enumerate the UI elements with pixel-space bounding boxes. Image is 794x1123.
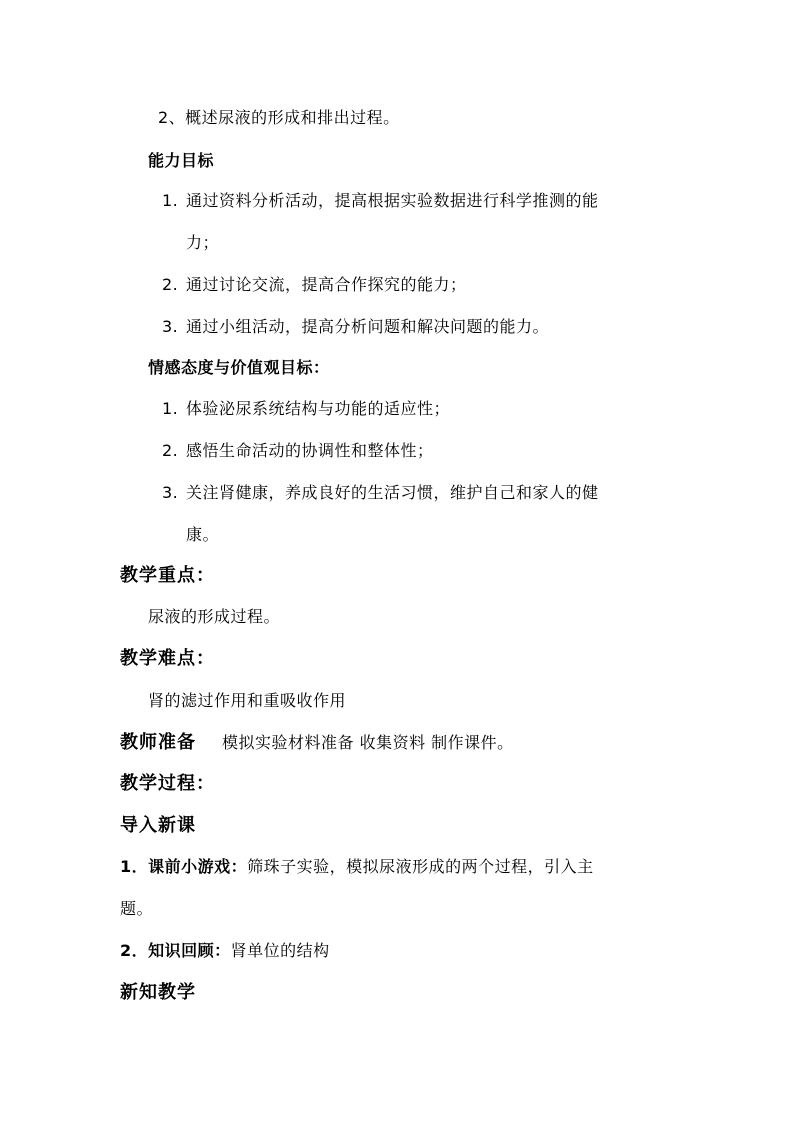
intro-item-2-label: 2．知识回顾： bbox=[120, 941, 231, 960]
list-text: 体验泌尿系统结构与功能的适应性； bbox=[186, 399, 451, 418]
ability-item-1-continued: 力； bbox=[186, 233, 220, 252]
teacher-prep-text: 模拟实验材料准备 收集资料 制作课件。 bbox=[222, 733, 514, 752]
list-number: 3. bbox=[162, 317, 179, 336]
difficulty-heading: 教学难点： bbox=[120, 648, 215, 669]
intro-heading: 导入新课 bbox=[120, 815, 196, 836]
list-text: 通过讨论交流，提高合作探究的能力； bbox=[186, 275, 467, 294]
intro-item-1-label: 1．课前小游戏： bbox=[120, 857, 248, 876]
emotion-item-3-continued: 康。 bbox=[186, 525, 220, 544]
list-number: 3. bbox=[162, 483, 179, 502]
list-number: 1. bbox=[162, 191, 179, 210]
list-text: 感悟生命活动的协调性和整体性； bbox=[186, 441, 434, 460]
difficulty-text: 肾的滤过作用和重吸收作用 bbox=[148, 691, 347, 710]
emotion-heading: 情感态度与价值观目标： bbox=[148, 358, 330, 377]
ability-item-1 bbox=[162, 190, 599, 212]
list-number: 2. bbox=[162, 441, 179, 460]
knowledge-item-2: 2、概述尿液的形成和排出过程。 bbox=[158, 108, 400, 127]
list-number: 2. bbox=[162, 275, 179, 294]
intro-item-1-continued: 题。 bbox=[120, 899, 154, 918]
intro-item-1 bbox=[120, 856, 594, 878]
list-text: 通过小组活动，提高分析问题和解决问题的能力。 bbox=[186, 317, 550, 336]
list-number: 1. bbox=[162, 399, 179, 418]
ability-heading: 能力目标 bbox=[148, 151, 215, 170]
teacher-prep-line bbox=[120, 732, 514, 754]
key-point-text: 尿液的形成过程。 bbox=[148, 607, 281, 626]
emotion-item-2 bbox=[162, 440, 434, 462]
intro-item-2-text: 肾单位的结构 bbox=[230, 941, 330, 960]
teacher-prep-heading: 教师准备 bbox=[120, 732, 196, 753]
intro-item-2 bbox=[120, 940, 330, 962]
intro-item-1-text: 筛珠子实验，模拟尿液形成的两个过程，引入主 bbox=[247, 857, 594, 876]
list-text: 关注肾健康，养成良好的生活习惯，维护自己和家人的健 bbox=[186, 483, 599, 502]
ability-item-2 bbox=[162, 274, 467, 296]
ability-item-3 bbox=[162, 316, 549, 338]
emotion-item-1 bbox=[162, 398, 450, 420]
list-text: 通过资料分析活动，提高根据实验数据进行科学推测的能 bbox=[186, 191, 599, 210]
process-heading: 教学过程： bbox=[120, 773, 215, 794]
key-point-heading: 教学重点： bbox=[120, 565, 215, 586]
emotion-item-3 bbox=[162, 482, 599, 504]
new-teaching-heading: 新知教学 bbox=[120, 982, 196, 1003]
